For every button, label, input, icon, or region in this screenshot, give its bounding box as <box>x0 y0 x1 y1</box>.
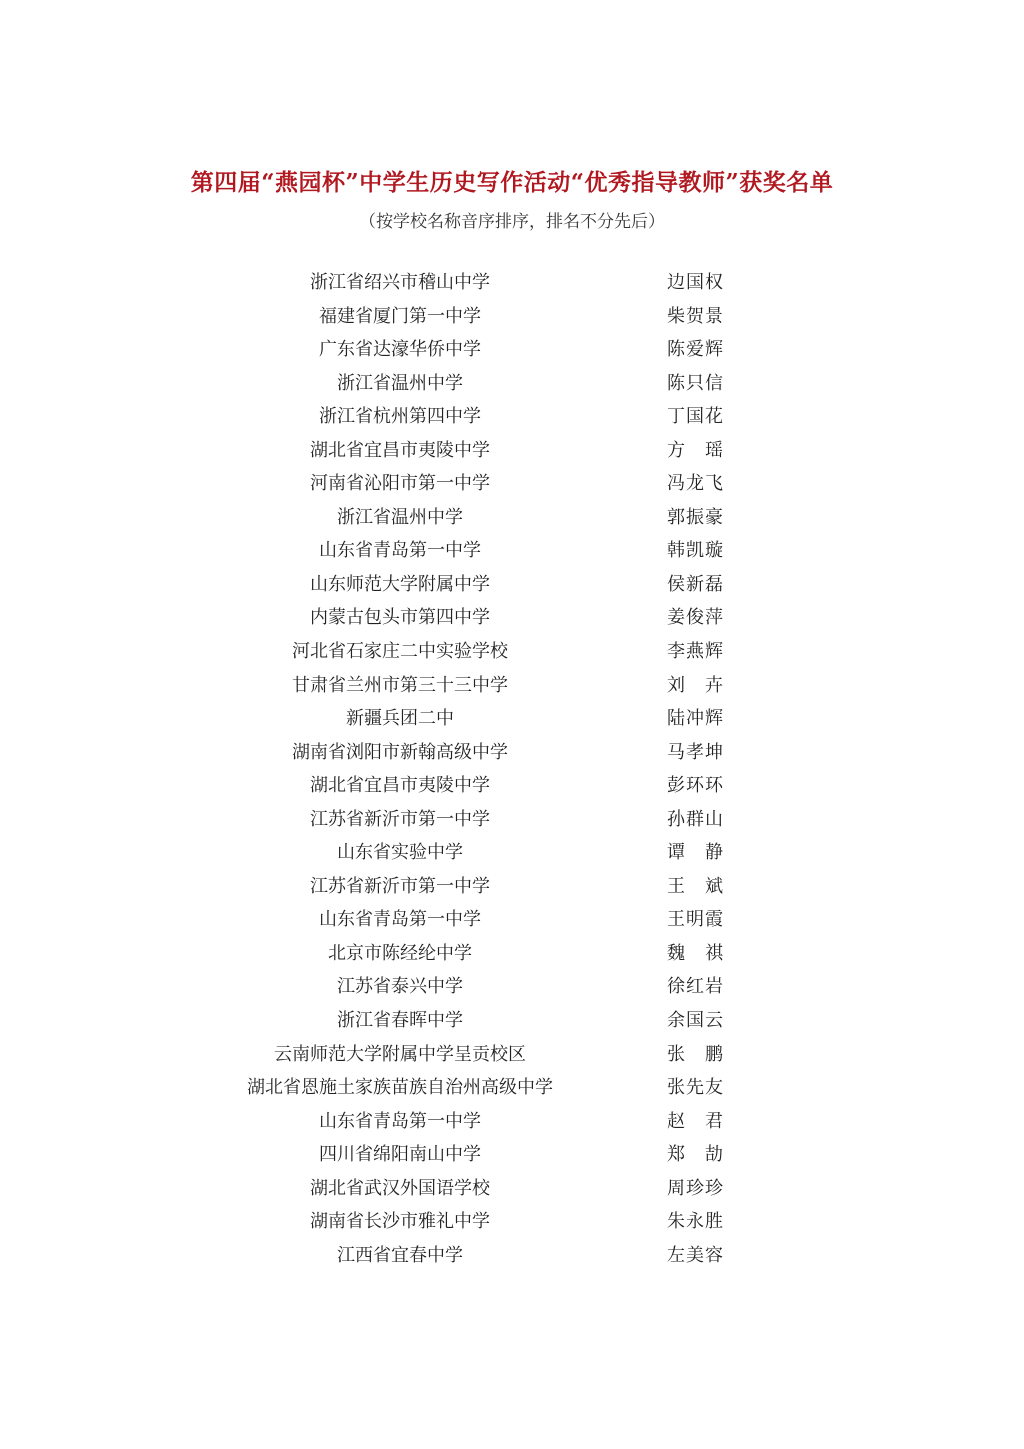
teacher-name: 郭振豪 <box>667 506 723 528</box>
table-row <box>0 803 1024 837</box>
table-row <box>0 970 1024 1004</box>
teacher-name: 孙群山 <box>667 808 723 830</box>
school-name: 山东省青岛第一中学 <box>319 909 481 931</box>
school-name: 湖南省长沙市雅礼中学 <box>310 1211 490 1233</box>
school-name: 湖北省恩施土家族苗族自治州高级中学 <box>247 1077 553 1099</box>
teacher-name: 魏 祺 <box>667 942 723 964</box>
school-name: 河南省沁阳市第一中学 <box>310 473 490 495</box>
table-row <box>0 501 1024 535</box>
table-row <box>0 601 1024 635</box>
teacher-name: 陆冲辉 <box>667 708 723 730</box>
school-name: 浙江省春晖中学 <box>337 1010 463 1032</box>
teacher-name: 陈爱辉 <box>667 339 723 361</box>
document-subtitle: （按学校名称音序排序，排名不分先后） <box>359 212 665 232</box>
table-row <box>0 1038 1024 1072</box>
school-name: 湖北省宜昌市夷陵中学 <box>310 439 490 461</box>
school-name: 江苏省新沂市第一中学 <box>310 875 490 897</box>
teacher-name: 马孝坤 <box>667 741 723 763</box>
teacher-name: 边国权 <box>667 272 723 293</box>
table-row <box>0 1071 1024 1105</box>
teacher-name: 彭环环 <box>667 775 723 797</box>
teacher-name: 徐红岩 <box>667 976 723 998</box>
table-row <box>0 1172 1024 1206</box>
school-name: 浙江省温州中学 <box>337 372 463 394</box>
school-name: 浙江省绍兴市稽山中学 <box>310 272 490 293</box>
teacher-name: 冯龙飞 <box>667 473 723 495</box>
table-row <box>0 903 1024 937</box>
table-row <box>0 534 1024 568</box>
school-name: 甘肃省兰州市第三十三中学 <box>292 674 508 696</box>
school-name: 北京市陈经纶中学 <box>328 942 472 964</box>
teacher-name: 李燕辉 <box>667 641 723 663</box>
teacher-name: 刘 卉 <box>667 674 723 696</box>
teacher-name: 张 鹏 <box>667 1043 723 1065</box>
table-row <box>0 1105 1024 1139</box>
school-name: 福建省厦门第一中学 <box>319 305 481 327</box>
school-name: 江苏省泰兴中学 <box>337 976 463 998</box>
teacher-name: 王 斌 <box>667 875 723 897</box>
table-row <box>0 300 1024 334</box>
teacher-name: 侯新磊 <box>667 573 723 595</box>
table-row <box>0 434 1024 468</box>
teacher-name: 王明霞 <box>667 909 723 931</box>
table-row <box>0 1239 1024 1273</box>
table-row <box>0 736 1024 770</box>
teacher-name: 方 瑶 <box>667 439 723 461</box>
table-row <box>0 1004 1024 1038</box>
table-row <box>0 467 1024 501</box>
school-name: 山东省青岛第一中学 <box>319 540 481 562</box>
school-name: 浙江省温州中学 <box>337 506 463 528</box>
teacher-name: 朱永胜 <box>667 1211 723 1233</box>
school-name: 广东省达濠华侨中学 <box>319 339 481 361</box>
school-name: 河北省石家庄二中实验学校 <box>292 641 508 663</box>
school-name: 江西省宜春中学 <box>337 1244 463 1266</box>
document-title: 第四届“燕园杯”中学生历史写作活动“优秀指导教师”获奖名单 <box>190 169 834 196</box>
table-row <box>0 870 1024 904</box>
table-row <box>0 769 1024 803</box>
table-row <box>0 635 1024 669</box>
school-name: 湖北省宜昌市夷陵中学 <box>310 775 490 797</box>
table-row <box>0 1138 1024 1172</box>
school-name: 湖南省浏阳市新翰高级中学 <box>292 741 508 763</box>
teacher-name: 赵 君 <box>667 1110 723 1132</box>
teacher-name: 余国云 <box>667 1010 723 1032</box>
teacher-name: 陈只信 <box>667 372 723 394</box>
table-row <box>0 1205 1024 1239</box>
table-row <box>0 669 1024 703</box>
teacher-name: 左美容 <box>667 1244 723 1266</box>
school-name: 湖北省武汉外国语学校 <box>310 1177 490 1199</box>
school-name: 浙江省杭州第四中学 <box>319 406 481 428</box>
school-name: 江苏省新沂市第一中学 <box>310 808 490 830</box>
table-row <box>0 702 1024 736</box>
school-name: 四川省绵阳南山中学 <box>319 1144 481 1166</box>
teacher-name: 周珍珍 <box>667 1177 723 1199</box>
table-row <box>0 937 1024 971</box>
school-name: 云南师范大学附属中学呈贡校区 <box>274 1043 526 1065</box>
table-row <box>0 400 1024 434</box>
teacher-name: 张先友 <box>667 1077 723 1099</box>
teacher-name: 韩凯璇 <box>667 540 723 562</box>
table-row <box>0 836 1024 870</box>
school-name: 山东省实验中学 <box>337 842 463 864</box>
teacher-name: 谭 静 <box>667 842 723 864</box>
teacher-name: 丁国花 <box>667 406 723 428</box>
table-row <box>0 266 1024 300</box>
school-name: 山东师范大学附属中学 <box>310 573 490 595</box>
teacher-name: 姜俊萍 <box>667 607 723 629</box>
table-row <box>0 333 1024 367</box>
school-name: 山东省青岛第一中学 <box>319 1110 481 1132</box>
table-row <box>0 367 1024 401</box>
teacher-name: 郑 劼 <box>667 1144 723 1166</box>
school-name: 新疆兵团二中 <box>346 708 454 730</box>
school-name: 内蒙古包头市第四中学 <box>310 607 490 629</box>
teacher-name: 柴贺景 <box>667 305 723 327</box>
table-row <box>0 568 1024 602</box>
award-list <box>0 266 1024 1272</box>
